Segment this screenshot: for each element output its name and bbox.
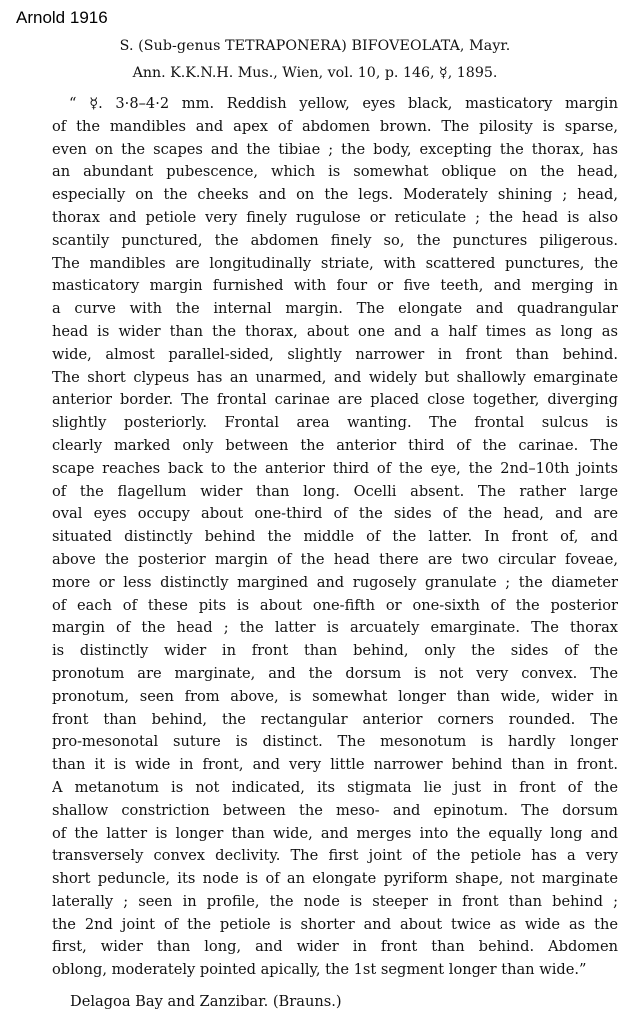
description-line: situated distinctly behind the middle of the latter. In front of, and bbox=[52, 528, 618, 546]
description-line: oval eyes occupy about one-third of the sides of the head, and are bbox=[52, 505, 618, 523]
species-heading: S. (Sub-genus TETRAPONERA) BIFOVEOLATA, Mayr. bbox=[119, 38, 511, 54]
description-line: than it is wide in front, and very little narrower behind than in front. bbox=[52, 756, 618, 774]
description-line: front than behind, the rectangular anterior corners rounded. The bbox=[52, 710, 618, 728]
description-line: more or less distinctly margined and rugosely granulate ; the diameter bbox=[52, 573, 618, 591]
description-line: pro-mesonotal suture is distinct. The mesonotum is hardly longer bbox=[52, 733, 618, 751]
citation-line: Ann. K.K.N.H. Mus., Wien, vol. 10, p. 146, ☿, 1895. bbox=[132, 65, 498, 81]
description-line: pronotum are marginate, and the dorsum is not very convex. The bbox=[52, 664, 618, 682]
document-tag: Arnold 1916 bbox=[16, 8, 108, 27]
description-line: shallow constriction between the meso- and epinotum. The dorsum bbox=[52, 801, 618, 819]
description-line: laterally ; seen in profile, the node is steeper in front than behind ; bbox=[52, 892, 618, 910]
description-line: a curve with the internal margin. The elongate and quadrangular bbox=[52, 300, 618, 318]
description-line: masticatory margin furnished with four or five teeth, and merging in bbox=[52, 277, 618, 295]
description-line: margin of the head ; the latter is arcuately emarginate. The thorax bbox=[52, 619, 618, 637]
description-line: of the latter is longer than wide, and merges into the equally long and bbox=[52, 824, 618, 842]
description-line: The short clypeus has an unarmed, and widely but shallowly emarginate bbox=[52, 368, 618, 386]
description-line: pronotum, seen from above, is somewhat longer than wide, wider in bbox=[52, 687, 618, 705]
description-line: transversely convex declivity. The first joint of the petiole has a very bbox=[52, 847, 618, 865]
description-line: an abundant pubescence, which is somewhat oblique on the head, bbox=[52, 163, 618, 181]
description-line: of each of these pits is about one-fifth or one-sixth of the posterior bbox=[52, 596, 618, 614]
description-line: scape reaches back to the anterior third of the eye, the 2nd–10th joints bbox=[52, 459, 618, 477]
description-line: is distinctly wider in front than behind, only the sides of the bbox=[52, 642, 618, 660]
locality-line: Delagoa Bay and Zanzibar. (Brauns.) bbox=[70, 993, 342, 1010]
description-line: short peduncle, its node is of an elongate pyriform shape, not marginate bbox=[52, 870, 618, 888]
description-line: of the flagellum wider than long. Ocelli absent. The rather large bbox=[52, 482, 618, 500]
description-line: above the posterior margin of the head there are two circular foveae, bbox=[52, 550, 618, 568]
description-line: the 2nd joint of the petiole is shorter and about twice as wide as the bbox=[52, 915, 618, 933]
description-line: of the mandibles and apex of abdomen brown. The pilosity is sparse, bbox=[52, 117, 618, 135]
description-line: even on the scapes and the tibiae ; the body, excepting the thorax, has bbox=[52, 140, 618, 158]
description-line: scantily punctured, the abdomen finely so, the punctures piligerous. bbox=[52, 231, 618, 249]
description-line: anterior border. The frontal carinae are placed close together, diverging bbox=[52, 391, 618, 409]
description-line: The mandibles are longitudinally striate, with scattered punctures, the bbox=[52, 254, 618, 272]
description-line: oblong, moderately pointed apically, the 1st segment longer than wide.” bbox=[52, 961, 587, 979]
description-line: head is wider than the thorax, about one and a half times as long as bbox=[52, 322, 618, 340]
species-description bbox=[52, 93, 618, 982]
description-line: thorax and petiole very finely rugulose or reticulate ; the head is also bbox=[52, 208, 618, 226]
description-line: clearly marked only between the anterior third of the carinae. The bbox=[52, 436, 618, 454]
description-line: “ ☿. 3·8–4·2 mm. Reddish yellow, eyes black, masticatory margin bbox=[69, 95, 618, 112]
description-line: first, wider than long, and wider in front than behind. Abdomen bbox=[52, 938, 618, 956]
description-line: wide, almost parallel-sided, slightly narrower in front than behind. bbox=[52, 345, 618, 363]
description-line: slightly posteriorly. Frontal area wanting. The frontal sulcus is bbox=[52, 414, 618, 432]
description-line: A metanotum is not indicated, its stigmata lie just in front of the bbox=[52, 778, 618, 796]
description-line: especially on the cheeks and on the legs. Moderately shining ; head, bbox=[52, 186, 618, 204]
